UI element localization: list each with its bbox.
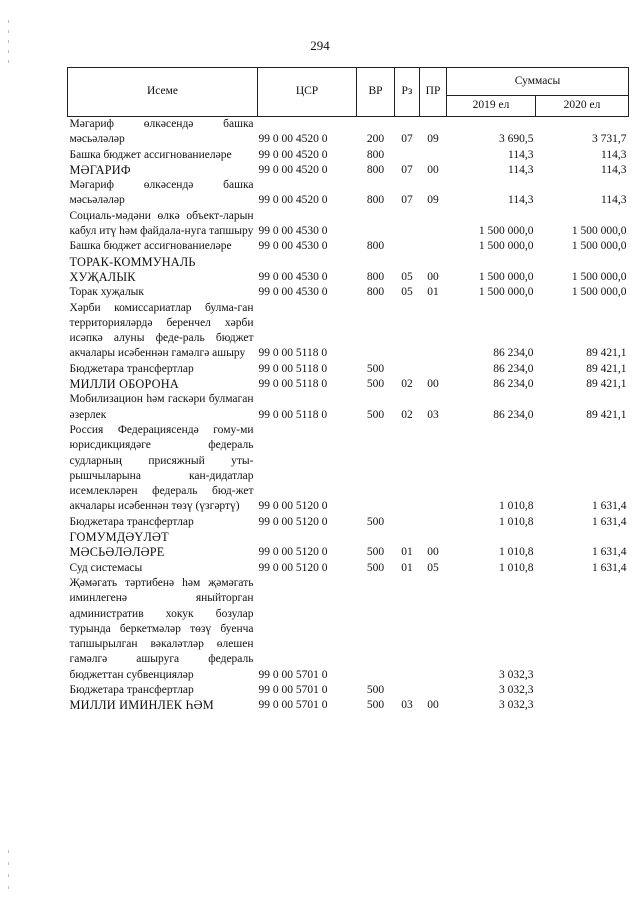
row-csr: 99 0 00 5120 0 <box>258 546 328 559</box>
row-vr: 800 <box>366 270 385 283</box>
row-pr <box>420 148 447 163</box>
row-rz <box>395 576 420 683</box>
row-vr: 500 <box>366 515 385 528</box>
row-pr: 00 <box>427 378 439 391</box>
row-rz <box>395 239 420 254</box>
row-pr: 01 <box>427 286 439 299</box>
row-rz: 01 <box>401 546 413 559</box>
row-csr: 99 0 00 4520 0 <box>258 133 328 146</box>
row-csr: 99 0 00 5118 0 <box>258 408 328 421</box>
row-rz: 07 <box>401 163 413 176</box>
row-pr: 00 <box>427 699 439 712</box>
row-2020 <box>536 683 629 698</box>
row-vr: 800 <box>366 194 385 207</box>
row-name: Башка бюджет ассигнованиеләре <box>69 148 232 161</box>
row-name: Россия Федерациясендә гому-ми юрисдикциядәге федераль судларның присяжный уты-рышчыларына кан-дидатлар исемлекләрен федераль бюд-жет акчалары исәбеннән төзү (үзгәртү) <box>69 423 254 513</box>
row-csr: 99 0 00 4530 0 <box>258 270 328 283</box>
table-row <box>68 148 629 163</box>
row-csr: 99 0 00 4520 0 <box>258 194 328 207</box>
table-row <box>68 683 629 698</box>
header-name: Исеме <box>68 68 258 117</box>
row-vr: 500 <box>366 699 385 712</box>
row-2020 <box>536 698 629 713</box>
row-rz <box>395 423 420 515</box>
row-2020: 89 421,1 <box>586 347 627 360</box>
row-vr: 800 <box>366 286 385 299</box>
table-row <box>68 285 629 300</box>
table-row <box>68 362 629 377</box>
row-2020: 89 421,1 <box>586 408 627 421</box>
row-rz: 03 <box>401 699 413 712</box>
row-csr: 99 0 00 4530 0 <box>258 286 328 299</box>
row-2020: 1 500 000,0 <box>571 240 627 253</box>
row-rz: 05 <box>401 270 413 283</box>
row-csr: 99 0 00 5118 0 <box>258 378 328 391</box>
row-csr: 99 0 00 5120 0 <box>258 561 328 574</box>
row-pr <box>420 423 447 515</box>
row-pr <box>420 209 447 240</box>
row-2019: 3 032,3 <box>499 699 534 712</box>
row-pr <box>420 515 447 530</box>
row-name: Торак хуҗалык <box>69 286 144 299</box>
row-rz: 07 <box>401 194 413 207</box>
row-pr: 00 <box>427 163 439 176</box>
table-row <box>68 576 629 683</box>
row-csr: 99 0 00 5701 0 <box>258 699 328 712</box>
table-row <box>68 209 629 240</box>
row-name: ТОРАК-КОММУНАЛЬ ХУҖАЛЫК <box>69 254 196 284</box>
table-row <box>68 561 629 576</box>
row-name: МӘГАРИФ <box>69 162 131 177</box>
header-csr: ЦСР <box>258 68 357 117</box>
row-2019: 86 234,0 <box>493 347 534 360</box>
row-name: Бюджетара трансфертлар <box>69 362 194 375</box>
row-csr: 99 0 00 5120 0 <box>258 515 328 528</box>
table-row <box>68 698 629 713</box>
row-2020: 1 631,4 <box>592 561 627 574</box>
row-name: Бюджетара трансфертлар <box>69 683 194 696</box>
row-2019: 86 234,0 <box>493 408 534 421</box>
row-2020: 114,3 <box>601 194 627 207</box>
row-rz: 02 <box>401 408 413 421</box>
row-csr: 99 0 00 5118 0 <box>258 362 328 375</box>
table-row <box>68 423 629 515</box>
row-csr: 99 0 00 5701 0 <box>258 668 328 681</box>
row-vr <box>357 576 395 683</box>
row-pr: 09 <box>427 133 439 146</box>
row-2020: 1 631,4 <box>592 500 627 513</box>
row-2020: 1 500 000,0 <box>571 225 627 238</box>
row-pr <box>420 301 447 362</box>
row-pr: 09 <box>427 194 439 207</box>
row-vr: 200 <box>366 133 385 146</box>
row-pr: 03 <box>427 408 439 421</box>
row-vr <box>357 209 395 240</box>
table-body <box>68 117 629 714</box>
header-2020: 2020 ел <box>536 96 629 117</box>
row-2019: 1 500 000,0 <box>478 286 534 299</box>
row-2020: 3 731,7 <box>592 133 627 146</box>
row-2019: 1 500 000,0 <box>478 240 534 253</box>
row-name: МИЛЛИ ОБОРОНА <box>69 377 179 392</box>
row-2019: 1 500 000,0 <box>478 270 534 283</box>
row-pr <box>420 683 447 698</box>
header-pr: ПР <box>420 68 447 117</box>
row-vr: 500 <box>366 362 385 375</box>
row-2020: 1 500 000,0 <box>571 270 627 283</box>
row-rz: 05 <box>401 286 413 299</box>
row-2019: 114,3 <box>508 194 534 207</box>
margin-marks <box>6 0 12 905</box>
row-2020: 1 631,4 <box>592 546 627 559</box>
row-2020: 89 421,1 <box>586 378 627 391</box>
budget-table <box>67 67 629 714</box>
row-2020: 114,3 <box>601 163 627 176</box>
table-row <box>68 515 629 530</box>
page-number: 294 <box>310 38 330 53</box>
row-rz <box>395 683 420 698</box>
row-name: Мәгариф өлкәсендә башка мәсьәләләр <box>69 179 254 207</box>
row-name: Башка бюджет ассигнованиеләре <box>69 240 232 253</box>
row-csr: 99 0 00 5701 0 <box>258 683 328 696</box>
row-2019: 3 032,3 <box>499 668 534 681</box>
row-2019: 3 690,5 <box>499 133 534 146</box>
row-vr: 800 <box>366 240 385 253</box>
table-row <box>68 163 629 178</box>
row-vr: 500 <box>366 378 385 391</box>
row-csr: 99 0 00 4530 0 <box>258 225 328 238</box>
row-pr: 05 <box>427 561 439 574</box>
table-row <box>68 377 629 392</box>
row-vr: 800 <box>366 163 385 176</box>
row-rz <box>395 301 420 362</box>
row-pr <box>420 239 447 254</box>
table-row <box>68 530 629 561</box>
header-sums: Суммасы <box>447 68 629 96</box>
row-vr <box>357 423 395 515</box>
row-2019: 1 500 000,0 <box>478 225 534 238</box>
row-pr: 00 <box>427 546 439 559</box>
row-pr <box>420 576 447 683</box>
row-name: Мобилизацион һәм гаскәри булмаган әзерлек <box>69 393 254 421</box>
row-csr: 99 0 00 5118 0 <box>258 347 328 360</box>
row-csr: 99 0 00 4520 0 <box>258 163 328 176</box>
row-2020: 89 421,1 <box>586 362 627 375</box>
row-2020: 1 500 000,0 <box>571 286 627 299</box>
row-name: ГОМУМДӘҮЛӘТ МӘСЬӘЛӘЛӘРЕ <box>69 530 169 560</box>
row-rz: 02 <box>401 378 413 391</box>
row-name: Җәмәгать тәртибенә һәм җәмәгать иминлегенә яныйторган административ хокук бозулар турында беркетмәләр төзү буенча тапшырылган вәкаләтләр өлешен гамәлгә ашыруга федераль бюджеттан субвенцияләр <box>69 576 254 681</box>
row-vr: 500 <box>366 683 385 696</box>
row-2020 <box>536 576 629 683</box>
row-name: Мәгариф өлкәсендә башка мәсьәләләр <box>69 118 254 146</box>
row-2019: 1 010,8 <box>499 561 534 574</box>
row-name: Хәрби комиссариатлар булма-ган территорияләрдә беренчел хәрби исәпкә алуны феде-раль бюджет акчалары исәбеннән гамәлгә ашыру <box>69 301 254 360</box>
row-name: Социаль-мәдәни өлкә объект-ларын кабул итү һәм файдала-нуга тапшыру <box>69 209 254 238</box>
row-2019: 1 010,8 <box>499 546 534 559</box>
row-rz: 07 <box>401 133 413 146</box>
row-2019: 86 234,0 <box>493 378 534 391</box>
table-row <box>68 255 629 286</box>
row-2019: 3 032,3 <box>499 683 534 696</box>
row-name: МИЛЛИ ИМИНЛЕК ҺӘМ <box>69 698 214 713</box>
row-csr: 99 0 00 4520 0 <box>258 148 328 161</box>
row-csr: 99 0 00 5120 0 <box>258 500 328 513</box>
table-row <box>68 239 629 254</box>
row-vr: 500 <box>366 408 385 421</box>
row-rz: 01 <box>401 561 413 574</box>
header-2019: 2019 ел <box>447 96 536 117</box>
table-row <box>68 392 629 423</box>
row-pr <box>420 362 447 377</box>
row-rz <box>395 515 420 530</box>
row-csr: 99 0 00 4530 0 <box>258 240 328 253</box>
row-name: Суд системасы <box>69 561 143 574</box>
row-rz <box>395 362 420 377</box>
row-2019: 114,3 <box>508 148 534 161</box>
row-2019: 114,3 <box>508 163 534 176</box>
row-2019: 1 010,8 <box>499 515 534 528</box>
row-rz <box>395 148 420 163</box>
header-rz: Рз <box>395 68 420 117</box>
row-vr: 500 <box>366 546 385 559</box>
row-name: Бюджетара трансфертлар <box>69 515 194 528</box>
row-vr: 500 <box>366 561 385 574</box>
table-header <box>68 68 629 117</box>
header-vr: ВР <box>357 68 395 117</box>
row-vr: 800 <box>366 148 385 161</box>
row-2020: 1 631,4 <box>592 515 627 528</box>
table-row <box>68 117 629 148</box>
row-rz <box>395 209 420 240</box>
row-2019: 86 234,0 <box>493 362 534 375</box>
table-row <box>68 301 629 362</box>
row-2019: 1 010,8 <box>499 500 534 513</box>
row-2020: 114,3 <box>601 148 627 161</box>
table-row <box>68 178 629 209</box>
row-vr <box>357 301 395 362</box>
row-pr: 00 <box>427 270 439 283</box>
